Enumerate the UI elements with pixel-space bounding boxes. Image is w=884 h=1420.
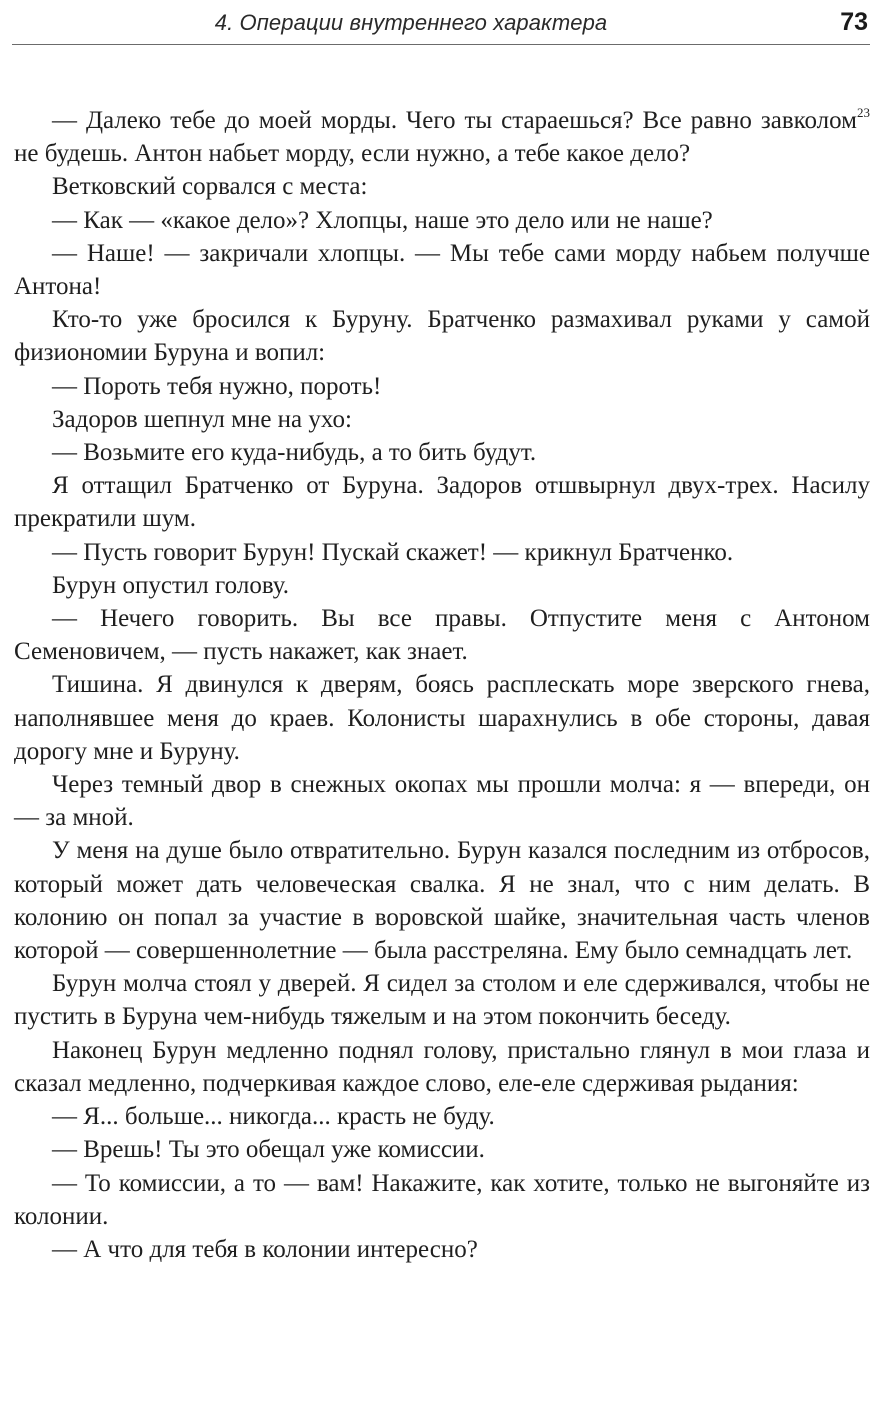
paragraph: Ветковский сорвался с места: (52, 173, 368, 201)
paragraph: — То комиссии, а то — вам! Накажите, как хотите, только не выгоняйте из колонии. (14, 1169, 870, 1230)
paragraph: — А что для тебя в колонии интересно? (52, 1235, 478, 1263)
paragraph: Бурун молча стоял у дверей. Я сидел за столом и еле сдерживался, чтобы не пустить в Буруна чем-нибудь тяжелым и на этом покончить беседу. (14, 970, 870, 1031)
footnote-reference: 23 (857, 105, 870, 120)
paragraph: — Врешь! Ты это обещал уже комиссии. (52, 1136, 485, 1164)
paragraph-text: — Далеко тебе до моей морды. Чего ты стараешься? Все равно завколом (52, 107, 857, 134)
paragraph: — Я... больше... никогда... красть не буду. (52, 1103, 495, 1131)
page-number: 73 (840, 8, 868, 36)
paragraph: Бурун опустил голову. (52, 571, 290, 599)
paragraph: Я оттащил Братченко от Буруна. Задоров отшвырнул двух-трех. Насилу прекратили шум. (14, 472, 870, 533)
paragraph: — Пороть тебя нужно, пороть! (52, 372, 382, 400)
paragraph: У меня на душе было отвратительно. Бурун казался последним из отбросов, который может дать человеческая свалка. Я не знал, что с ним делать. В колонию он попал за участие в воровской шайке, значительная часть членов которой — совершеннолетние — была расстреляна. Ему было семнадцать лет. (14, 837, 870, 965)
paragraph: — Наше! — закричали хлопцы. — Мы тебе сами морду набьем получше Антона! (14, 239, 870, 301)
paragraph: Тишина. Я двинулся к дверям, боясь расплескать море зверского гнева, наполнявшее меня до краев. Колонисты шарахнулись в обе стороны, давая дорогу мне и Буруну. (14, 671, 870, 765)
paragraph (14, 104, 870, 170)
paragraph: Через темный двор в снежных окопах мы прошли молча: я — впереди, он — за мной. (14, 771, 870, 832)
paragraph: Задоров шепнул мне на ухо: (52, 405, 352, 433)
paragraph: — Возьмите его куда-нибудь, а то бить будут. (52, 439, 537, 467)
chapter-running-title: 4. Операции внутреннего характера (214, 10, 608, 35)
paragraph: Кто-то уже бросился к Буруну. Братченко размахивал руками у самой физиономии Буруна и вопил: (14, 306, 870, 367)
body-text (14, 104, 870, 1266)
paragraph: — Пусть говорит Бурун! Пускай скажет! — крикнул Братченко. (52, 538, 734, 566)
running-header (12, 8, 870, 45)
paragraph: — Нечего говорить. Вы все правы. Отпустите меня с Антоном Семеновичем, — пусть накажет, как знает. (14, 605, 870, 666)
paragraph: Наконец Бурун медленно поднял голову, пристально глянул в мои глаза и сказал медленно, подчеркивая каждое слово, еле-еле сдерживая рыдания: (14, 1036, 870, 1097)
paragraph: — Как — «какое дело»? Хлопцы, наше это дело или не наше? (52, 206, 713, 234)
paragraph-text-continued: не будешь. Антон набьет морду, если нужно, а тебе какое дело? (14, 140, 691, 168)
